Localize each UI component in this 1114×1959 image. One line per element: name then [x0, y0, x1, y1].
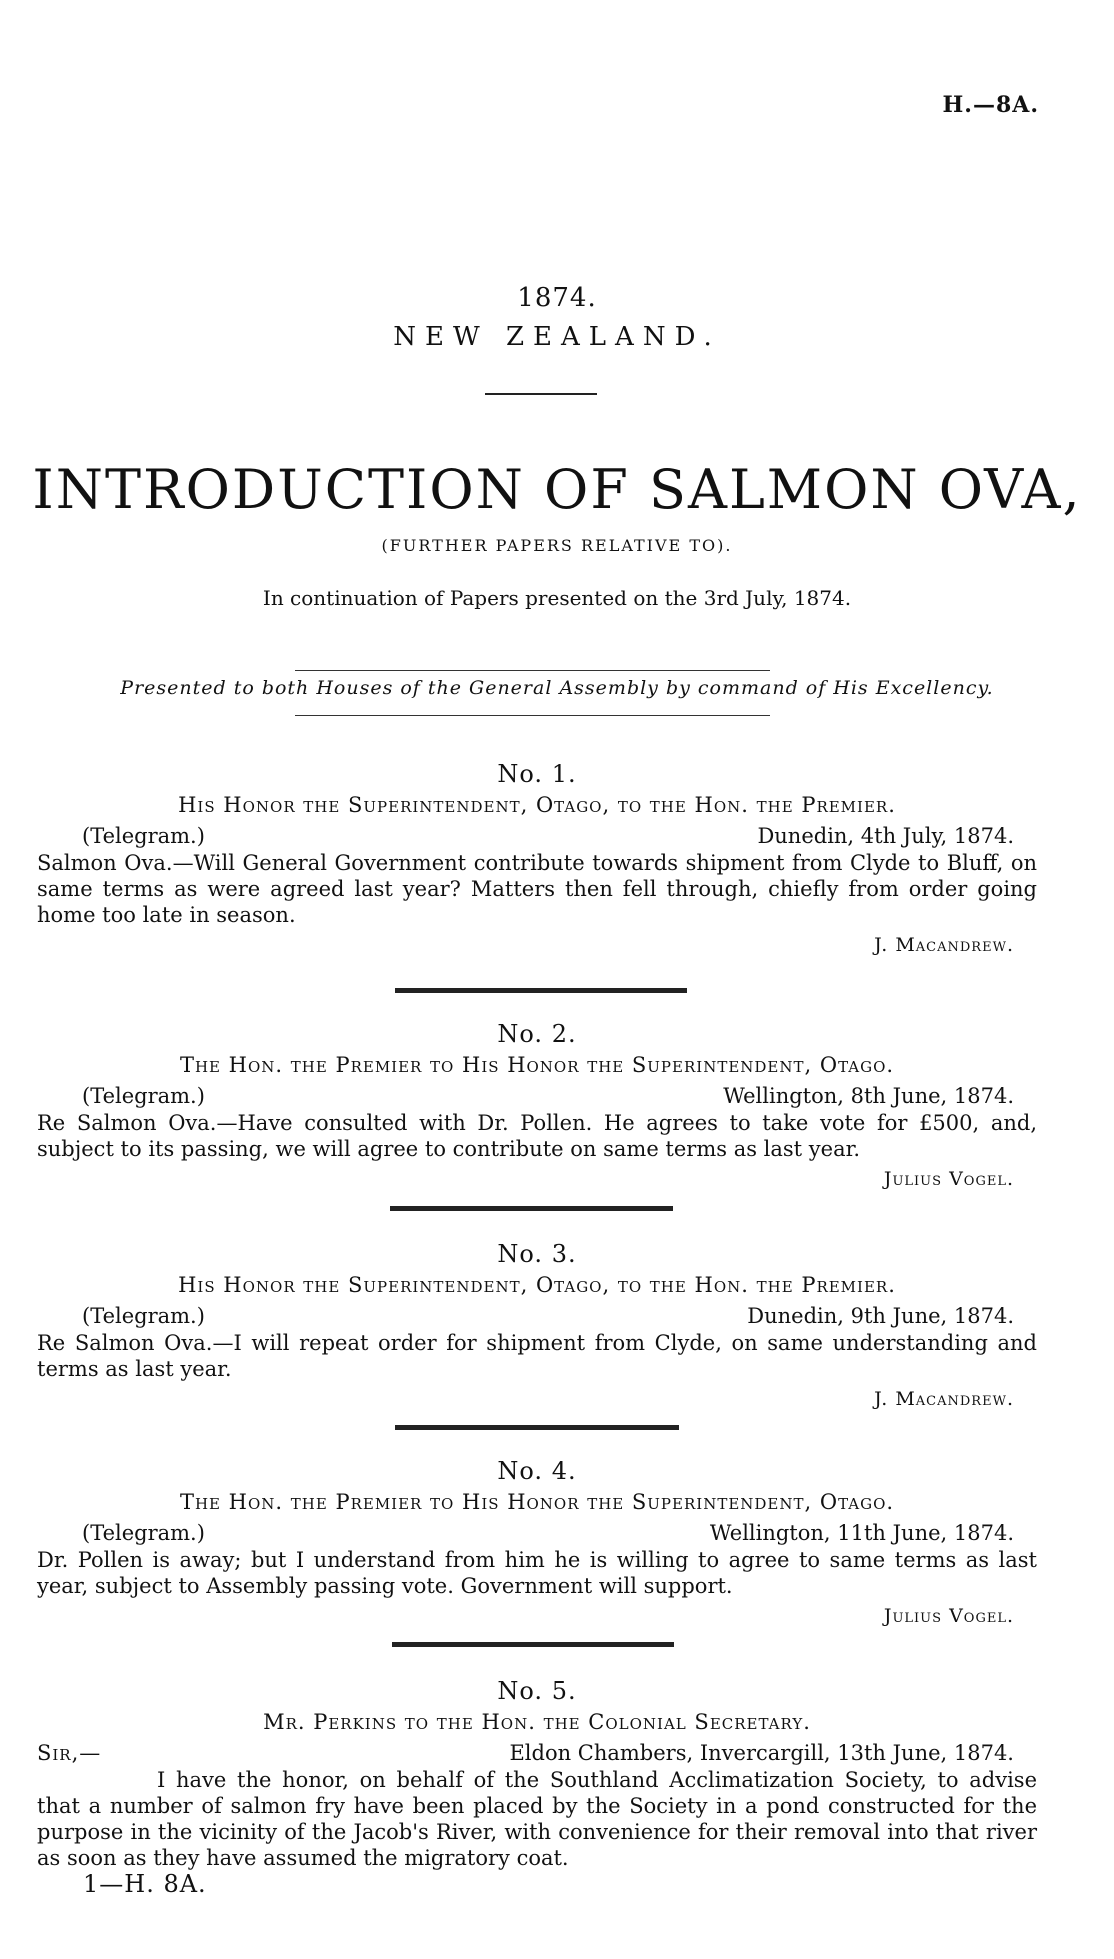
presented-note: Presented to both Houses of the General Assembly by command of His Excellency.: [120, 677, 994, 699]
document-type: (Telegram.): [82, 1304, 205, 1328]
section-divider: [390, 1206, 673, 1211]
country-heading: NEW ZEALAND.: [393, 322, 721, 352]
page-footer-mark: 1—H. 8A.: [83, 1870, 207, 1898]
document-signature: Julius Vogel.: [883, 1168, 1014, 1190]
document-1: [37, 760, 1037, 956]
document-heading: His Honor the Superintendent, Otago, to the Hon. the Premier.: [178, 1273, 896, 1297]
page-subtitle: (FURTHER PAPERS RELATIVE TO).: [381, 536, 733, 555]
document-salutation: Sir,—: [37, 1741, 102, 1765]
document-body: Re Salmon Ova.—I will repeat order for shipment from Clyde, on same understanding and terms as last year.: [37, 1331, 1037, 1381]
document-number: No. 1.: [497, 760, 577, 788]
document-body: Salmon Ova.—Will General Government contribute towards shipment from Clyde to Bluff, on same terms as were agreed last year? Matters then fell through, chiefly from order going home too late in season.: [37, 851, 1037, 927]
document-signature: J. Macandrew.: [874, 1388, 1014, 1410]
document-signature: J. Macandrew.: [874, 934, 1014, 956]
document-body: I have the honor, on behalf of the Southland Acclimatization Society, to advise that a number of salmon fry have been placed by the Society in a pond constructed for the purpose in the vicinity of the Jacob's River, with convenience for their removal into that river as soon as they have assumed the migratory coat.: [37, 1768, 1037, 1870]
document-year: 1874.: [517, 283, 597, 313]
document-5: [37, 1677, 1037, 1871]
document-signature: Julius Vogel.: [883, 1605, 1014, 1627]
document-place-date: Dunedin, 9th June, 1874.: [747, 1304, 1014, 1328]
document-place-date: Eldon Chambers, Invercargill, 13th June, 1874.: [509, 1741, 1014, 1765]
section-divider: [395, 988, 687, 993]
document-heading: His Honor the Superintendent, Otago, to the Hon. the Premier.: [178, 793, 896, 817]
continuation-note: In continuation of Papers presented on the 3rd July, 1874.: [262, 586, 852, 610]
document-number: No. 4.: [497, 1457, 577, 1485]
page-title: INTRODUCTION OF SALMON OVA,: [32, 458, 1082, 521]
document-heading: The Hon. the Premier to His Honor the Superintendent, Otago.: [179, 1490, 895, 1514]
section-divider: [395, 1425, 679, 1430]
document-heading: Mr. Perkins to the Hon. the Colonial Secretary.: [263, 1710, 811, 1734]
document-type: (Telegram.): [82, 824, 205, 848]
document-body: Re Salmon Ova.—Have consulted with Dr. Pollen. He agrees to take vote for £500, and, subject to its passing, we will agree to contribute on same terms as last year.: [37, 1111, 1037, 1161]
page-reference: H.—8A.: [942, 92, 1039, 118]
document-2: [37, 1020, 1037, 1190]
document-number: No. 3.: [497, 1240, 577, 1268]
document-body: Dr. Pollen is away; but I understand from him he is willing to agree to same terms as last year, subject to Assembly passing vote. Government will support.: [37, 1548, 1037, 1598]
document-number: No. 2.: [497, 1020, 577, 1048]
document-4: [37, 1457, 1037, 1627]
document-place-date: Dunedin, 4th July, 1874.: [757, 824, 1014, 848]
section-divider: [392, 1642, 674, 1647]
document-3: [37, 1240, 1037, 1410]
document-place-date: Wellington, 11th June, 1874.: [709, 1521, 1014, 1545]
document-number: No. 5.: [497, 1677, 577, 1705]
title-divider: [485, 393, 597, 395]
document-type: (Telegram.): [82, 1084, 205, 1108]
document-type: (Telegram.): [82, 1521, 205, 1545]
document-place-date: Wellington, 8th June, 1874.: [723, 1084, 1014, 1108]
document-heading: The Hon. the Premier to His Honor the Superintendent, Otago.: [179, 1053, 895, 1077]
